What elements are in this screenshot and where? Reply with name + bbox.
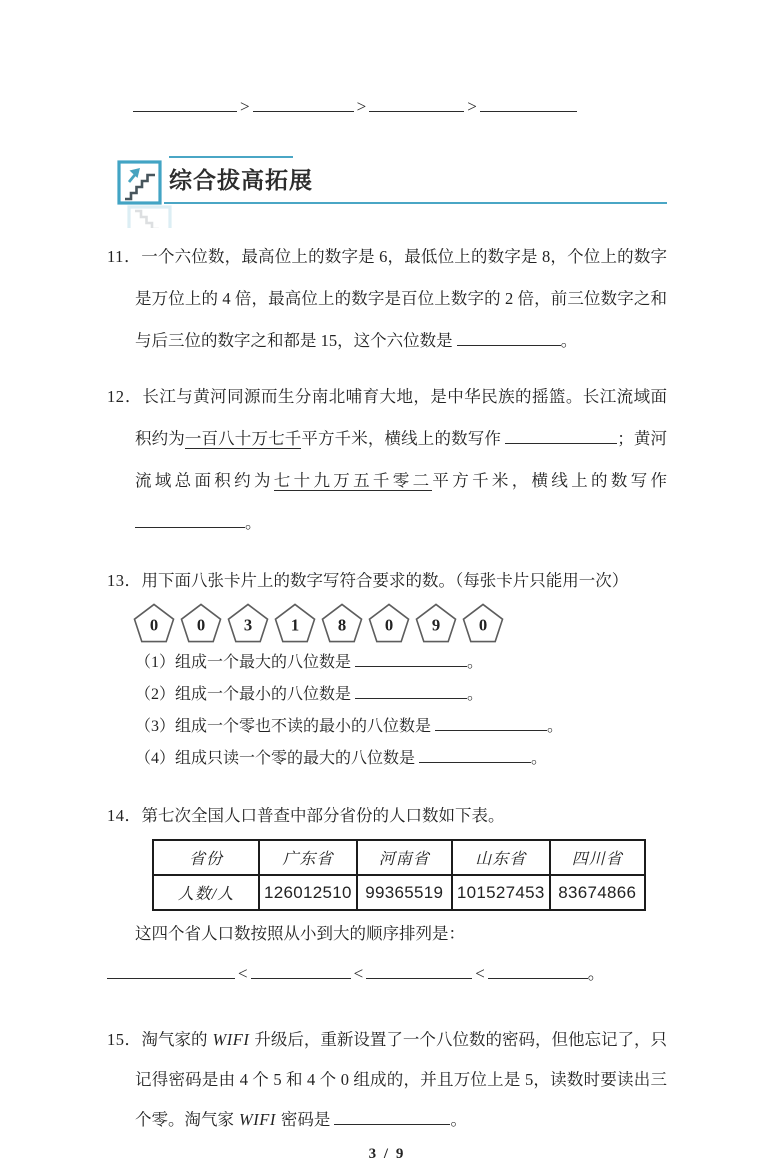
question-12 bbox=[107, 376, 667, 544]
period: 。 bbox=[587, 964, 605, 983]
pentagon-digit-card bbox=[227, 603, 269, 643]
question-15 bbox=[107, 1020, 667, 1140]
question-text: 平方千米，横线上的数写作 bbox=[432, 471, 668, 490]
answer-blank bbox=[334, 1110, 450, 1125]
pentagon-digit-card bbox=[462, 603, 504, 643]
period: 。 bbox=[245, 513, 262, 532]
answer-blank bbox=[480, 97, 577, 112]
answer-blank bbox=[457, 331, 561, 346]
period: 。 bbox=[467, 686, 484, 703]
question-text: （2）组成一个最小的八位数是 bbox=[135, 686, 352, 703]
card-digit: 0 bbox=[196, 615, 206, 635]
period: 。 bbox=[450, 1110, 467, 1129]
value-cell: 83674866 bbox=[550, 875, 645, 910]
question-text: 第七次全国人口普查中部分省份的人口数如下表。 bbox=[141, 806, 505, 825]
pentagon-digit-card bbox=[133, 603, 175, 643]
header-cell: 山东省 bbox=[452, 840, 550, 875]
question-number: 14． bbox=[107, 806, 142, 825]
sub-question-1 bbox=[135, 647, 667, 679]
answer-blank bbox=[135, 513, 245, 528]
answer-blank bbox=[505, 429, 617, 444]
stairs-up-icon-reflection bbox=[127, 205, 172, 228]
less-than-sign: < bbox=[238, 964, 248, 983]
card-digit: 9 bbox=[431, 615, 441, 635]
page-number: 3 / 9 bbox=[368, 1146, 406, 1162]
header-cell: 四川省 bbox=[550, 840, 645, 875]
answer-blank bbox=[435, 716, 547, 731]
answer-blank bbox=[488, 964, 588, 979]
card-digit: 1 bbox=[290, 615, 300, 635]
sub-question-2 bbox=[135, 679, 667, 711]
answer-blank bbox=[369, 97, 464, 112]
question-13 bbox=[107, 564, 667, 775]
question-text: 升级后，重新设置了一个八位数的密码，但他忘记了，只记得密码是由 4 个 5 和 4 个 0 组成的，并且万位上是 5，读数时要读出三个零。淘气家 bbox=[135, 1030, 668, 1129]
answer-blank bbox=[133, 97, 237, 112]
card-digit: 0 bbox=[149, 615, 159, 635]
stairs-up-icon bbox=[117, 160, 162, 205]
ordering-blanks-row bbox=[107, 952, 667, 996]
greater-than-sign: > bbox=[240, 97, 250, 116]
less-than-sign: < bbox=[475, 964, 485, 983]
table-value-row bbox=[153, 875, 645, 910]
header-cell: 广东省 bbox=[259, 840, 357, 875]
question-text: （3）组成一个零也不读的最小的八位数是 bbox=[135, 718, 432, 735]
question-number: 11． bbox=[107, 247, 142, 266]
pentagon-digit-card bbox=[415, 603, 457, 643]
value-cell: 101527453 bbox=[452, 875, 550, 910]
question-text: （4）组成只读一个零的最大的八位数是 bbox=[135, 750, 416, 767]
question-text: 长江与黄河同源而生分南北哺育大地，是中华民族的摇篮。长江流域面积约为 bbox=[135, 387, 667, 448]
question-number: 15． bbox=[107, 1030, 142, 1049]
question-text: （1）组成一个最大的八位数是 bbox=[135, 654, 352, 671]
pentagon-digit-card bbox=[321, 603, 363, 643]
header-cell: 河南省 bbox=[357, 840, 452, 875]
value-cell: 99365519 bbox=[357, 875, 452, 910]
question-stem bbox=[107, 799, 667, 833]
period: 。 bbox=[547, 718, 564, 735]
question-text: 用下面八张卡片上的数字写符合要求的数。（每张卡片只能用一次） bbox=[141, 571, 629, 590]
accent-line-top bbox=[169, 156, 293, 158]
question-number: 12． bbox=[107, 387, 143, 406]
period: 。 bbox=[467, 654, 484, 671]
greater-than-sign: > bbox=[356, 97, 367, 116]
header-reflection bbox=[117, 204, 667, 228]
less-than-sign: < bbox=[353, 964, 364, 983]
greater-than-sign: > bbox=[467, 97, 477, 116]
question-11 bbox=[107, 236, 667, 362]
underlined-number-words: 一百八十万七千 bbox=[184, 429, 302, 448]
row-label-cell: 人数/人 bbox=[153, 875, 259, 910]
answer-blank bbox=[355, 684, 467, 699]
pentagon-digit-card bbox=[180, 603, 222, 643]
answer-blank bbox=[355, 652, 467, 667]
section-title-block bbox=[164, 156, 667, 204]
underlined-number-words: 七十九万五千零二 bbox=[273, 471, 433, 490]
sub-question-4 bbox=[135, 743, 667, 775]
header-cell: 省份 bbox=[153, 840, 259, 875]
ordering-blanks-row bbox=[133, 96, 667, 118]
wifi-word: WIFI bbox=[212, 1030, 250, 1049]
population-table bbox=[152, 839, 646, 911]
card-digit: 0 bbox=[478, 615, 488, 635]
question-stem bbox=[107, 564, 667, 598]
table-header-row bbox=[153, 840, 645, 875]
question-14 bbox=[107, 799, 667, 996]
digit-cards-row bbox=[133, 603, 667, 643]
section-header bbox=[107, 156, 667, 204]
card-digit: 8 bbox=[337, 615, 347, 635]
period: 。 bbox=[531, 750, 548, 767]
card-digit: 3 bbox=[243, 615, 253, 635]
wifi-word: WIFI bbox=[239, 1110, 276, 1129]
period: 。 bbox=[560, 331, 578, 350]
question-text: ；黄河流域总面积约为 bbox=[135, 429, 668, 490]
question-text: 淘气家的 bbox=[141, 1030, 208, 1049]
value-cell: 126012510 bbox=[259, 875, 357, 910]
question-number: 13． bbox=[107, 571, 142, 590]
pentagon-digit-card bbox=[274, 603, 316, 643]
ordering-instruction: 这四个省人口数按照从小到大的顺序排列是： bbox=[135, 924, 465, 943]
pentagon-digit-card bbox=[368, 603, 410, 643]
answer-blank bbox=[251, 964, 351, 979]
question-text: 密码是 bbox=[280, 1110, 331, 1129]
sub-question-3 bbox=[135, 711, 667, 743]
answer-blank bbox=[107, 964, 235, 979]
answer-blank bbox=[419, 748, 531, 763]
answer-blank bbox=[366, 964, 472, 979]
card-digit: 0 bbox=[384, 615, 394, 635]
question-text: 平方千米，横线上的数写作 bbox=[301, 429, 501, 448]
question-text: 一个六位数，最高位上的数字是 6，最低位上的数字是 8，个位上的数字是万位上的 4 倍，最高位上的数字是百位上数字的 2 倍，前三位数字之和与后三位的数字之和都是 15，这个六位数是 bbox=[135, 247, 668, 350]
section-title: 综合拔高拓展 bbox=[169, 167, 313, 193]
answer-blank bbox=[253, 97, 354, 112]
